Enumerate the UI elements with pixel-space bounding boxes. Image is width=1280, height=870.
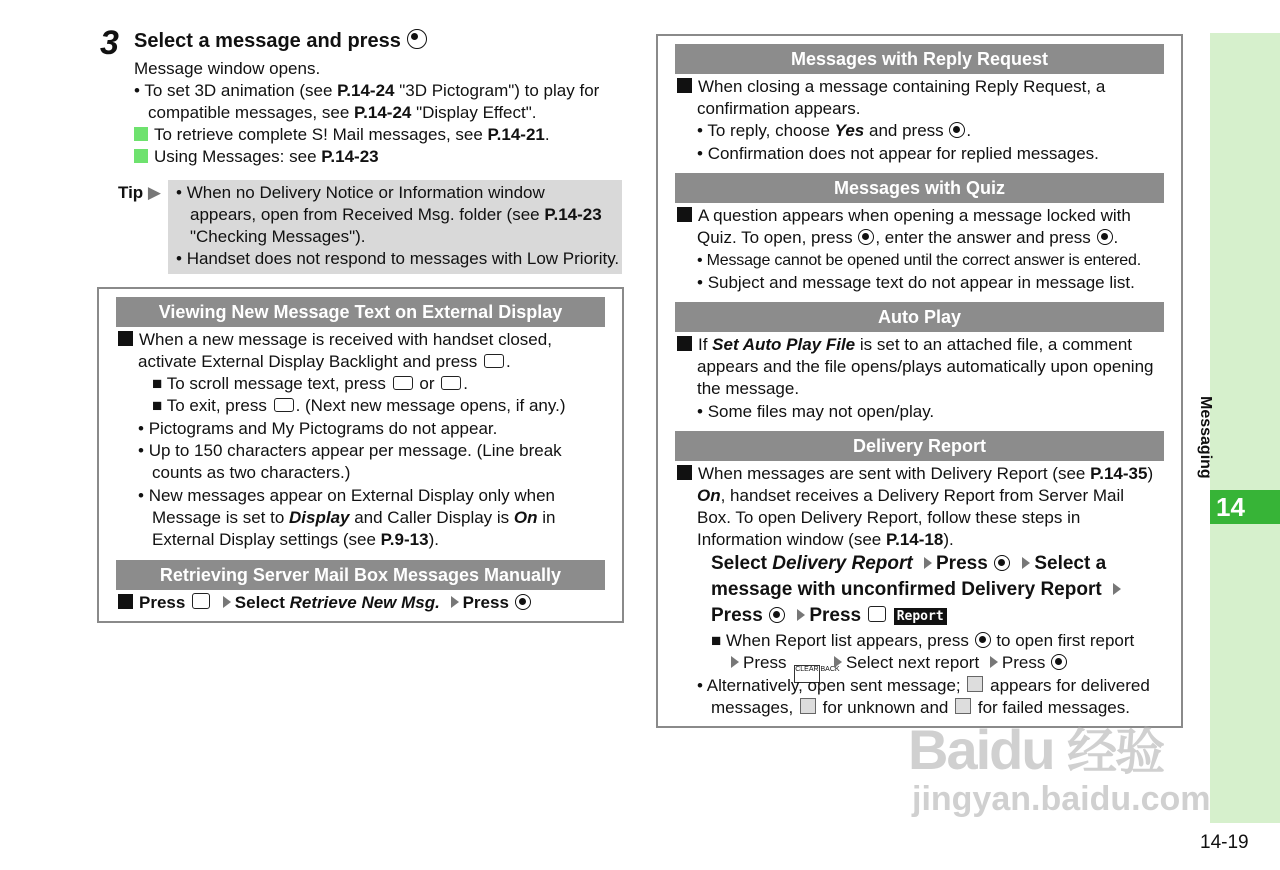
left-key-icon xyxy=(441,376,461,390)
report-softkey: Report xyxy=(894,608,947,625)
retrieve-steps: Press Select Retrieve New Msg. Press xyxy=(118,592,532,614)
ext-sub: ■ To exit, press . (Next new message opens, if any.) xyxy=(152,396,566,415)
green-square-icon xyxy=(134,127,148,141)
delivered-icon xyxy=(967,676,983,692)
delivery-bullet: • Alternatively, open sent message; appears for delivered xyxy=(697,676,1150,695)
section-header: Delivery Report xyxy=(675,431,1164,461)
tip-text: • Handset does not respond to messages with Low Priority. xyxy=(176,249,620,268)
unknown-icon xyxy=(800,698,816,714)
center-key-icon xyxy=(769,607,785,623)
center-key-icon xyxy=(994,555,1010,571)
tip-text: appears, open from Received Msg. folder (see P.14-23 xyxy=(190,205,602,224)
section-header: Auto Play xyxy=(675,302,1164,332)
delivery-step: Press Press Report xyxy=(711,604,947,628)
mail-button-icon xyxy=(192,593,210,609)
reply-text: When closing a message containing Reply Request, a xyxy=(677,76,1105,98)
center-key-icon xyxy=(858,229,874,245)
tip-text: • When no Delivery Notice or Information window xyxy=(176,183,545,202)
quiz-text: Quiz. To open, press , enter the answer and press . xyxy=(697,228,1119,247)
ext-text: activate External Display Backlight and press . xyxy=(138,352,511,371)
step-green-note: Using Messages: see P.14-23 xyxy=(134,146,379,168)
mail-key-icon xyxy=(274,398,294,412)
center-key-icon xyxy=(975,632,991,648)
mail-key-icon xyxy=(484,354,504,368)
step-title: Select a message and press xyxy=(134,29,428,53)
center-key-icon xyxy=(1097,229,1113,245)
section-header: Retrieving Server Mail Box Messages Manually xyxy=(116,560,605,590)
delivery-text: When messages are sent with Delivery Report (see P.14-35) xyxy=(677,463,1153,485)
clear-back-key-icon: CLEAR BACK xyxy=(794,665,820,683)
delivery-text: On, handset receives a Delivery Report from Server Mail xyxy=(697,486,1125,505)
watermark-logo: Baidu 经验 xyxy=(908,718,1164,781)
step-line: Message window opens. xyxy=(134,59,321,78)
ext-sub: ■ To scroll message text, press or . xyxy=(152,374,468,393)
autoplay-text: appears and the file opens/plays automatically upon opening xyxy=(697,357,1154,376)
delivery-text: Box. To open Delivery Report, follow these steps in xyxy=(697,508,1081,527)
quiz-bullet: • Message cannot be opened until the correct answer is entered. xyxy=(697,252,1141,269)
quiz-bullet: • Subject and message text do not appear in message list. xyxy=(697,273,1135,292)
center-key-icon xyxy=(515,594,531,610)
watermark-url: jingyan.baidu.com xyxy=(912,780,1211,818)
step-green-note: To retrieve complete S! Mail messages, see P.14-21. xyxy=(134,124,550,146)
ext-bullet: • Up to 150 characters appear per message. (Line break xyxy=(138,441,562,460)
delivery-note: Press CLEAR BACK Select next report Press xyxy=(725,652,1068,683)
reply-bullet: • Confirmation does not appear for replied messages. xyxy=(697,144,1099,163)
tip-text: "Checking Messages"). xyxy=(190,227,366,246)
ext-bullet: • Pictograms and My Pictograms do not appear. xyxy=(138,419,498,438)
reply-bullet: • To reply, choose Yes and press . xyxy=(697,121,972,140)
right-key-icon xyxy=(393,376,413,390)
green-square-icon xyxy=(134,149,148,163)
softkey-icon xyxy=(868,606,886,622)
delivery-step: message with unconfirmed Delivery Report xyxy=(711,578,1125,602)
section-header: Messages with Reply Request xyxy=(675,44,1164,74)
ext-bullet-cont: External Display settings (see P.9-13). xyxy=(152,530,439,549)
delivery-bullet-cont: messages, for unknown and for failed messages. xyxy=(711,698,1130,717)
page-number: 14-19 xyxy=(1200,832,1249,853)
delivery-step: Select Delivery Report Press Select a xyxy=(711,553,1107,574)
section-header: Messages with Quiz xyxy=(675,173,1164,203)
ext-text: When a new message is received with handset closed, xyxy=(118,329,552,351)
step-bullet: • To set 3D animation (see P.14-24 "3D Pictogram") to play for xyxy=(134,81,600,100)
reply-text: confirmation appears. xyxy=(697,99,861,118)
step-bullet-cont: compatible messages, see P.14-24 "Display Effect". xyxy=(148,103,537,122)
center-key-icon xyxy=(1051,654,1067,670)
delivery-note: ■ When Report list appears, press to open first report xyxy=(711,631,1135,650)
center-key-icon xyxy=(949,122,965,138)
autoplay-bullet: • Some files may not open/play. xyxy=(697,402,935,421)
autoplay-text: the message. xyxy=(697,379,800,398)
chapter-number: 14 xyxy=(1210,490,1280,524)
center-key-icon xyxy=(407,29,427,49)
quiz-text: A question appears when opening a message locked with xyxy=(677,205,1131,227)
autoplay-text: If Set Auto Play File is set to an attached file, a comment xyxy=(677,334,1132,356)
ext-bullet-cont: Message is set to Display and Caller Display is On in xyxy=(152,508,556,527)
chapter-label: Messaging xyxy=(1197,396,1214,479)
section-header: Viewing New Message Text on External Display xyxy=(116,297,605,327)
ext-bullet: • New messages appear on External Display only when xyxy=(138,486,556,505)
ext-bullet-cont: counts as two characters.) xyxy=(152,463,351,482)
chapter-side-bar xyxy=(1210,33,1280,823)
step-number: 3 xyxy=(100,24,119,62)
delivery-text: Information window (see P.14-18). xyxy=(697,530,954,549)
tip-label: Tip ▶ xyxy=(118,183,161,202)
